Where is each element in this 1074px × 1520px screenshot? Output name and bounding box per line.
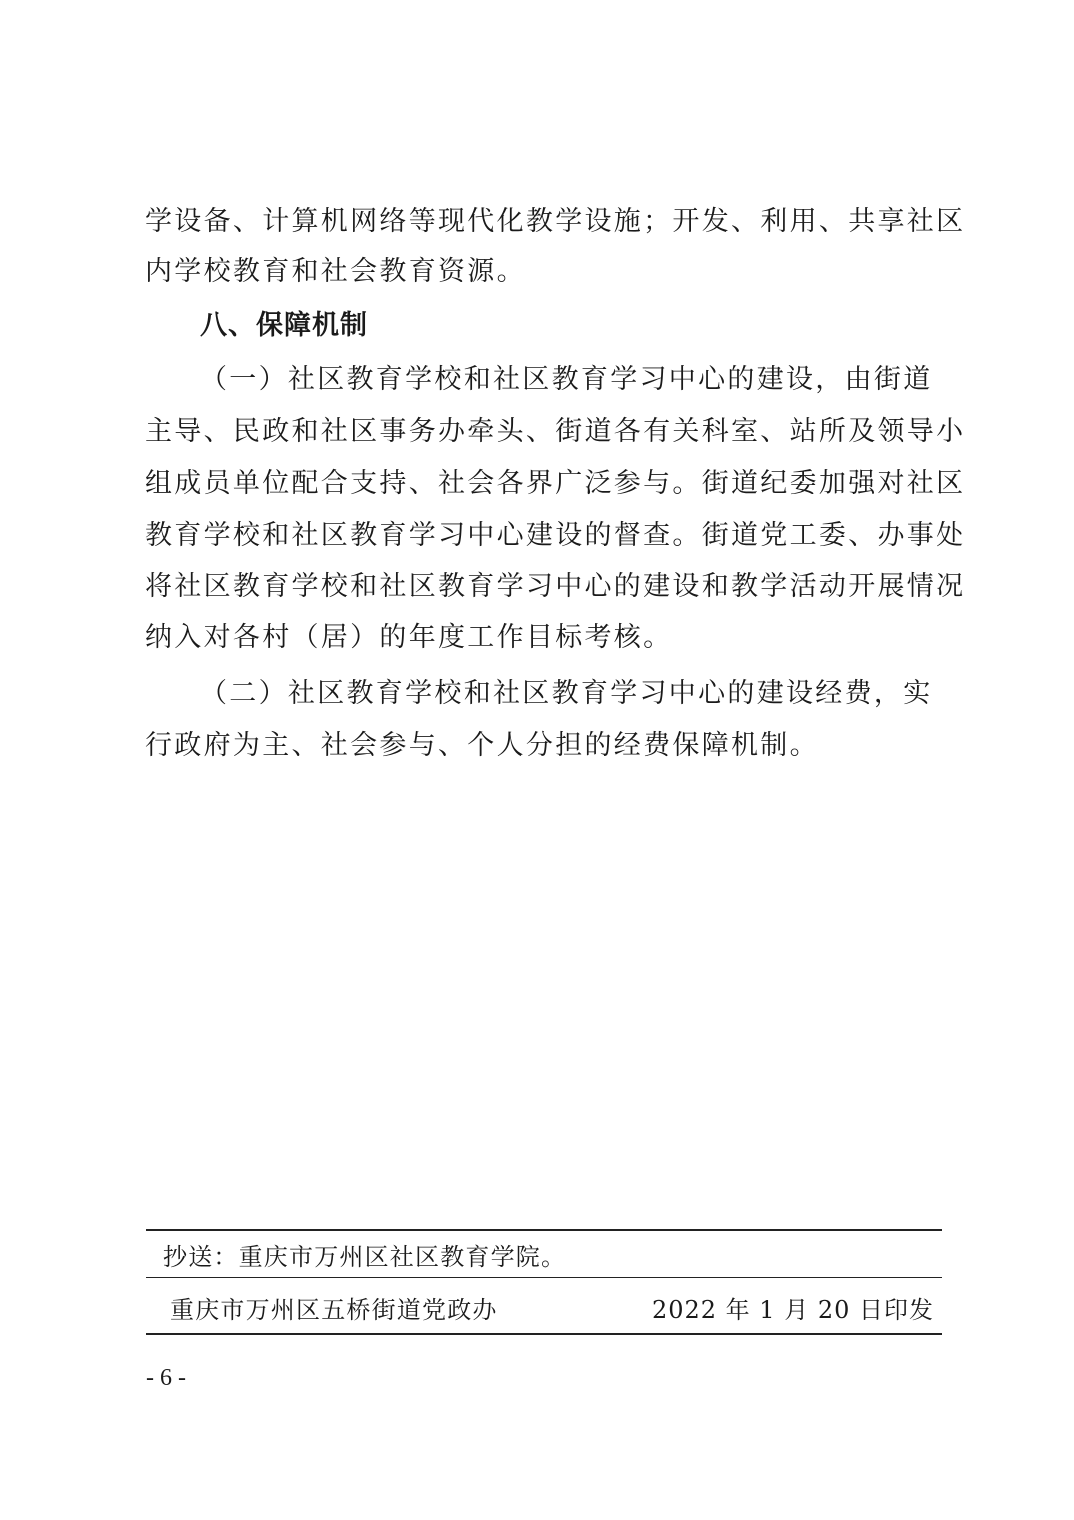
paragraph-line: （一）社区教育学校和社区教育学习中心的建设，由街道 (200, 364, 933, 395)
footer-middle-rule (146, 1277, 942, 1278)
paragraph-line: 纳入对各村（居）的年度工作目标考核。 (145, 622, 673, 653)
issuer-name: 重庆市万州区五桥街道党政办 (170, 1296, 498, 1324)
paragraph-line: 将社区教育学校和社区教育学习中心的建设和教学活动开展情况 (145, 571, 966, 602)
paragraph-line: （二）社区教育学校和社区教育学习中心的建设经费，实 (200, 678, 933, 709)
paragraph-line: 组成员单位配合支持、社会各界广泛参与。街道纪委加强对社区 (145, 468, 966, 499)
paragraph-line: 行政府为主、社会参与、个人分担的经费保障机制。 (145, 730, 819, 761)
issue-date: 2022 年 1 月 20 日印发 (651, 1296, 934, 1324)
body-line: 学设备、计算机网络等现代化教学设施；开发、利用、共享社区 (145, 206, 966, 237)
paragraph-line: 教育学校和社区教育学习中心建设的督查。街道党工委、办事处 (145, 520, 966, 551)
cc-line: 抄送：重庆市万州区社区教育学院。 (163, 1243, 567, 1271)
paragraph-line: 主导、民政和社区事务办牵头、街道各有关科室、站所及领导小 (145, 416, 966, 447)
footer-top-rule (146, 1229, 942, 1231)
section-heading: 八、保障机制 (200, 310, 368, 341)
footer-bottom-rule (146, 1333, 942, 1335)
body-line: 内学校教育和社会教育资源。 (145, 256, 526, 287)
page-number: - 6 - (146, 1365, 186, 1391)
